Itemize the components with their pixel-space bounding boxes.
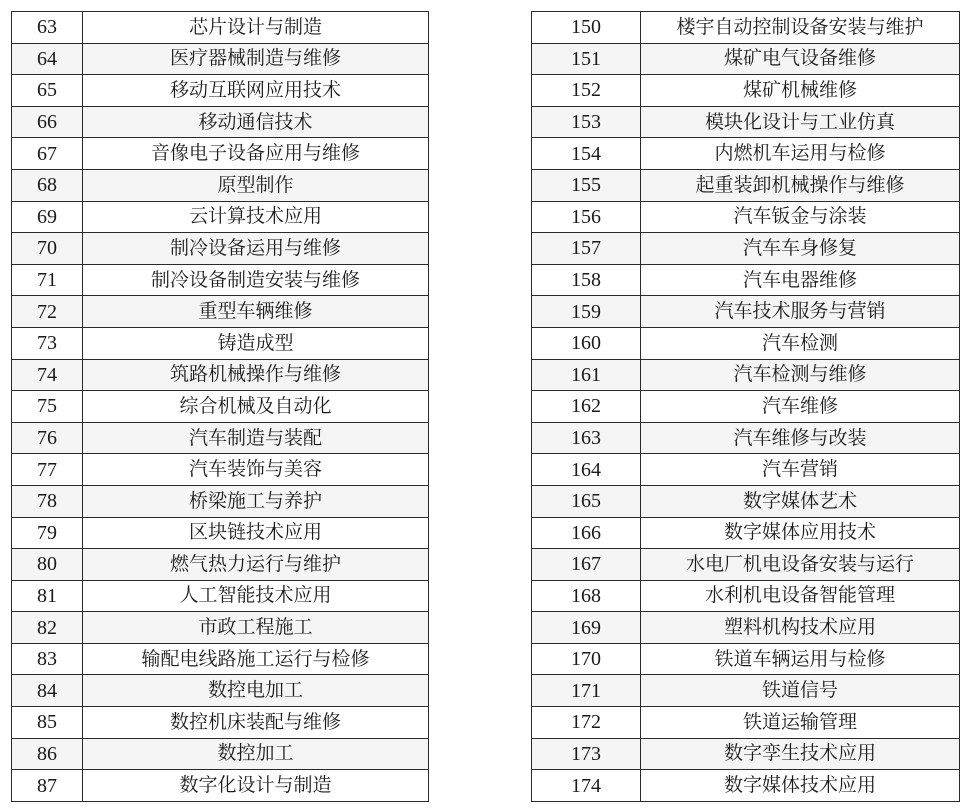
- major-name: 铁道车辆运用与检修: [641, 643, 960, 675]
- row-number: 167: [532, 549, 641, 581]
- row-number: 157: [532, 233, 641, 265]
- major-name: 汽车制造与装配: [83, 422, 429, 454]
- table-row: [532, 485, 960, 517]
- major-name: 移动互联网应用技术: [83, 75, 429, 107]
- table-row: [532, 296, 960, 328]
- row-number: 168: [532, 580, 641, 612]
- row-number: 65: [12, 75, 83, 107]
- row-number: 152: [532, 75, 641, 107]
- major-name: 汽车检测与维修: [641, 359, 960, 391]
- major-name: 人工智能技术应用: [83, 580, 429, 612]
- table-row: [12, 138, 429, 170]
- row-number: 74: [12, 359, 83, 391]
- row-number: 78: [12, 485, 83, 517]
- table-row: [532, 612, 960, 644]
- table-row: [12, 233, 429, 265]
- table-row: [532, 517, 960, 549]
- row-number: 79: [12, 517, 83, 549]
- table-row: [12, 612, 429, 644]
- major-name: 数字媒体应用技术: [641, 517, 960, 549]
- major-name: 煤矿电气设备维修: [641, 43, 960, 75]
- table-row: [12, 391, 429, 423]
- row-number: 164: [532, 454, 641, 486]
- table-row: [532, 391, 960, 423]
- row-number: 171: [532, 675, 641, 707]
- row-number: 160: [532, 327, 641, 359]
- major-name: 汽车电器维修: [641, 264, 960, 296]
- major-name: 移动通信技术: [83, 106, 429, 138]
- major-name: 数字化设计与制造: [83, 770, 429, 802]
- major-name: 芯片设计与制造: [83, 12, 429, 44]
- table-row: [12, 169, 429, 201]
- row-number: 153: [532, 106, 641, 138]
- row-number: 67: [12, 138, 83, 170]
- row-number: 151: [532, 43, 641, 75]
- table-row: [532, 169, 960, 201]
- major-name: 重型车辆维修: [83, 296, 429, 328]
- table-row: [12, 264, 429, 296]
- major-name: 汽车检测: [641, 327, 960, 359]
- table-row: [532, 770, 960, 802]
- row-number: 170: [532, 643, 641, 675]
- major-name: 汽车技术服务与营销: [641, 296, 960, 328]
- major-name: 铁道运输管理: [641, 707, 960, 739]
- row-number: 87: [12, 770, 83, 802]
- table-row: [12, 327, 429, 359]
- row-number: 72: [12, 296, 83, 328]
- major-name: 煤矿机械维修: [641, 75, 960, 107]
- row-number: 169: [532, 612, 641, 644]
- row-number: 154: [532, 138, 641, 170]
- table-row: [12, 75, 429, 107]
- major-name: 医疗器械制造与维修: [83, 43, 429, 75]
- major-name: 区块链技术应用: [83, 517, 429, 549]
- major-name: 数字媒体艺术: [641, 485, 960, 517]
- table-row: [532, 549, 960, 581]
- table-row: [532, 422, 960, 454]
- row-number: 163: [532, 422, 641, 454]
- table-row: [12, 675, 429, 707]
- row-number: 85: [12, 707, 83, 739]
- row-number: 173: [532, 738, 641, 770]
- major-name: 模块化设计与工业仿真: [641, 106, 960, 138]
- row-number: 64: [12, 43, 83, 75]
- major-name: 铁道信号: [641, 675, 960, 707]
- major-name: 汽车营销: [641, 454, 960, 486]
- table-row: [12, 485, 429, 517]
- row-number: 71: [12, 264, 83, 296]
- table-row: [532, 359, 960, 391]
- table-row: [532, 138, 960, 170]
- row-number: 69: [12, 201, 83, 233]
- table-row: [532, 675, 960, 707]
- table-row: [532, 12, 960, 44]
- right-table: [531, 11, 960, 802]
- row-number: 150: [532, 12, 641, 44]
- table-row: [532, 75, 960, 107]
- row-number: 166: [532, 517, 641, 549]
- major-name: 铸造成型: [83, 327, 429, 359]
- left-table-body: [12, 12, 429, 802]
- table-row: [12, 549, 429, 581]
- major-name: 起重装卸机械操作与维修: [641, 169, 960, 201]
- row-number: 86: [12, 738, 83, 770]
- row-number: 83: [12, 643, 83, 675]
- row-number: 81: [12, 580, 83, 612]
- table-row: [12, 580, 429, 612]
- major-name: 原型制作: [83, 169, 429, 201]
- table-row: [12, 707, 429, 739]
- row-number: 77: [12, 454, 83, 486]
- row-number: 73: [12, 327, 83, 359]
- major-name: 筑路机械操作与维修: [83, 359, 429, 391]
- row-number: 159: [532, 296, 641, 328]
- major-name: 汽车钣金与涂装: [641, 201, 960, 233]
- table-row: [532, 264, 960, 296]
- table-row: [532, 43, 960, 75]
- table-row: [12, 43, 429, 75]
- major-name: 数控电加工: [83, 675, 429, 707]
- table-row: [12, 454, 429, 486]
- table-row: [12, 201, 429, 233]
- table-row: [12, 359, 429, 391]
- major-name: 数字媒体技术应用: [641, 770, 960, 802]
- row-number: 68: [12, 169, 83, 201]
- table-row: [532, 738, 960, 770]
- major-name: 数字孪生技术应用: [641, 738, 960, 770]
- major-name: 水利机电设备智能管理: [641, 580, 960, 612]
- right-table-body: [532, 12, 960, 802]
- major-name: 燃气热力运行与维护: [83, 549, 429, 581]
- row-number: 63: [12, 12, 83, 44]
- major-name: 市政工程施工: [83, 612, 429, 644]
- table-row: [12, 422, 429, 454]
- table-row: [532, 233, 960, 265]
- major-name: 制冷设备制造安装与维修: [83, 264, 429, 296]
- major-name: 云计算技术应用: [83, 201, 429, 233]
- major-name: 汽车车身修复: [641, 233, 960, 265]
- major-name: 汽车维修与改装: [641, 422, 960, 454]
- row-number: 80: [12, 549, 83, 581]
- table-row: [532, 643, 960, 675]
- major-name: 数控机床装配与维修: [83, 707, 429, 739]
- table-row: [12, 106, 429, 138]
- row-number: 84: [12, 675, 83, 707]
- left-table: [11, 11, 429, 802]
- table-row: [532, 201, 960, 233]
- table-row: [532, 454, 960, 486]
- row-number: 66: [12, 106, 83, 138]
- row-number: 174: [532, 770, 641, 802]
- major-name: 塑料机构技术应用: [641, 612, 960, 644]
- row-number: 158: [532, 264, 641, 296]
- major-name: 楼宇自动控制设备安装与维护: [641, 12, 960, 44]
- major-name: 水电厂机电设备安装与运行: [641, 549, 960, 581]
- major-name: 输配电线路施工运行与检修: [83, 643, 429, 675]
- row-number: 76: [12, 422, 83, 454]
- table-row: [532, 327, 960, 359]
- major-name: 制冷设备运用与维修: [83, 233, 429, 265]
- table-row: [12, 296, 429, 328]
- row-number: 162: [532, 391, 641, 423]
- row-number: 172: [532, 707, 641, 739]
- row-number: 165: [532, 485, 641, 517]
- major-name: 数控加工: [83, 738, 429, 770]
- major-name: 综合机械及自动化: [83, 391, 429, 423]
- row-number: 156: [532, 201, 641, 233]
- major-name: 桥梁施工与养护: [83, 485, 429, 517]
- table-row: [12, 770, 429, 802]
- major-name: 内燃机车运用与检修: [641, 138, 960, 170]
- major-name: 音像电子设备应用与维修: [83, 138, 429, 170]
- table-row: [12, 517, 429, 549]
- row-number: 155: [532, 169, 641, 201]
- table-row: [12, 643, 429, 675]
- row-number: 161: [532, 359, 641, 391]
- row-number: 75: [12, 391, 83, 423]
- major-name: 汽车装饰与美容: [83, 454, 429, 486]
- table-row: [532, 707, 960, 739]
- row-number: 70: [12, 233, 83, 265]
- major-name: 汽车维修: [641, 391, 960, 423]
- row-number: 82: [12, 612, 83, 644]
- table-row: [12, 738, 429, 770]
- table-row: [12, 12, 429, 44]
- table-row: [532, 106, 960, 138]
- table-row: [532, 580, 960, 612]
